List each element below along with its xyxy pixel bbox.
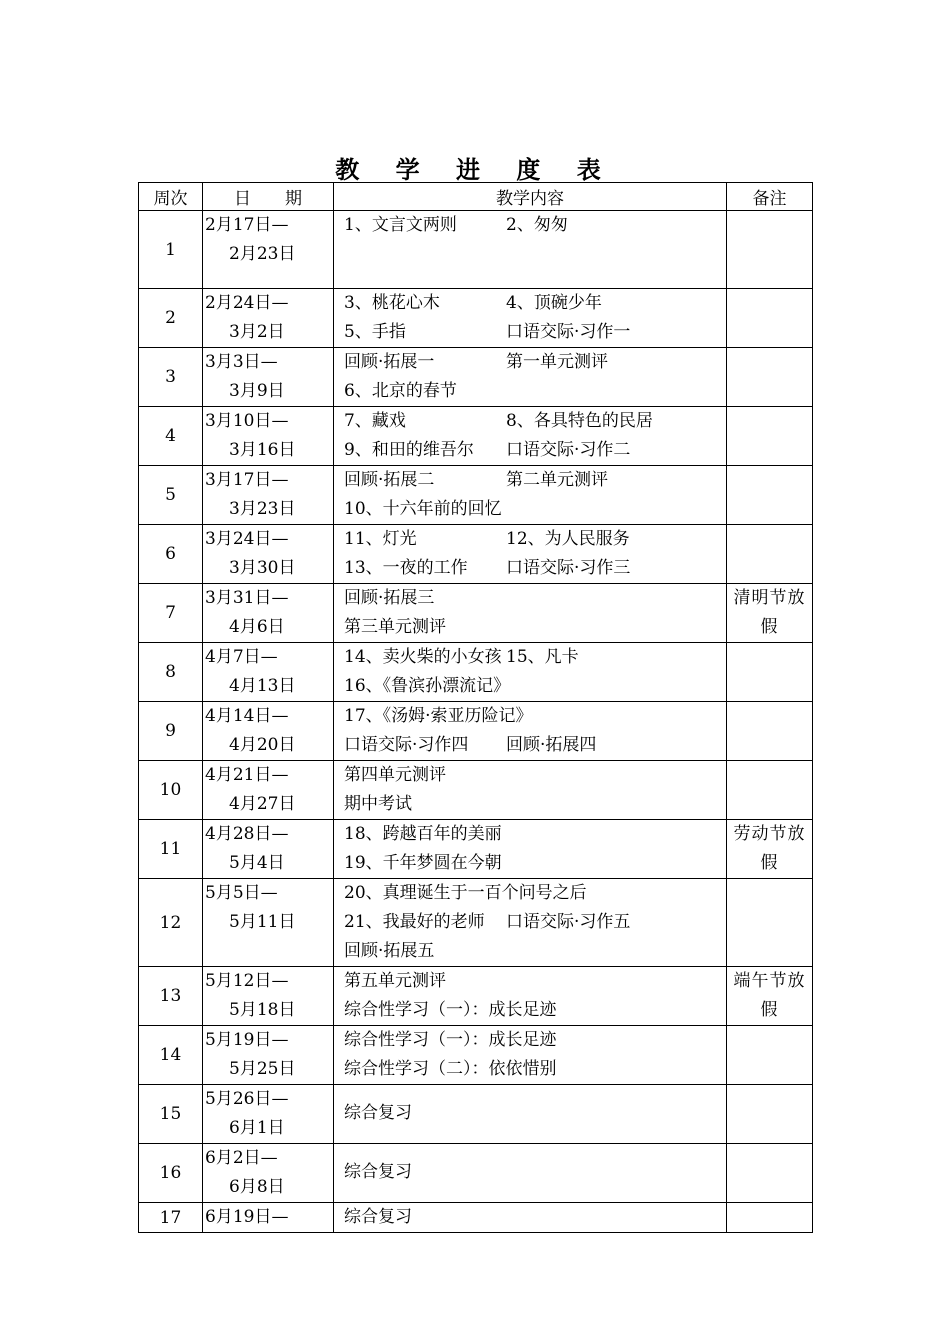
date-cell [203, 702, 334, 761]
date-end: 4月27日 [229, 794, 296, 814]
week-cell: 16 [139, 1144, 203, 1203]
content-cell [334, 1026, 727, 1085]
content-cell [334, 879, 727, 967]
content-line [334, 211, 726, 240]
content-cell [334, 466, 727, 525]
content-cell [334, 289, 727, 348]
lesson-item: 10、十六年前的回忆 [344, 499, 502, 519]
content-line [334, 643, 726, 672]
date-cell [203, 643, 334, 702]
lesson-item: 综合性学习（一）：成长足迹 [344, 1000, 557, 1020]
content-line [334, 407, 726, 436]
date-cell [203, 211, 334, 289]
content-line [334, 820, 726, 849]
date-cell [203, 525, 334, 584]
content-line [334, 495, 726, 524]
content-cell [334, 702, 727, 761]
lesson-item: 回顾·拓展五 [344, 941, 435, 961]
lesson-item: 回顾·拓展一 [344, 352, 435, 372]
date-cell [203, 466, 334, 525]
content-line [334, 937, 726, 966]
content-line [334, 525, 726, 554]
content-cell [334, 1085, 727, 1144]
note-cell [727, 879, 813, 967]
note-text: 端午节放 [733, 971, 806, 991]
lesson-item: 17、《汤姆·索亚历险记》 [344, 706, 533, 726]
lesson-item: 11、灯光 [344, 529, 417, 549]
note-cell [727, 584, 813, 643]
date-end: 2月23日 [229, 244, 296, 264]
content-cell [334, 584, 727, 643]
table-row [139, 643, 813, 702]
lesson-item: 9、和田的维吾尔 [344, 440, 474, 460]
content-line [334, 289, 726, 318]
lesson-item: 综合性学习（一）：成长足迹 [344, 1030, 557, 1050]
lesson-item: 综合性学习（二）：依依惜别 [344, 1059, 557, 1079]
lesson-item: 14、卖火柴的小女孩 [344, 647, 502, 667]
lesson-item: 第二单元测评 [506, 470, 608, 490]
lesson-item: 5、手指 [344, 322, 406, 342]
note-cell [727, 1203, 813, 1233]
week-cell: 1 [139, 211, 203, 289]
lesson-item: 4、顶碗少年 [506, 293, 602, 313]
lesson-item: 口语交际·习作二 [506, 440, 631, 460]
schedule-table [138, 182, 813, 1233]
date-start: 6月19日— [205, 1207, 289, 1227]
date-start: 4月7日— [205, 647, 278, 667]
lesson-item: 综合复习 [344, 1207, 412, 1227]
note-cell [727, 967, 813, 1026]
content-line [334, 879, 726, 908]
content-line [334, 1203, 726, 1232]
content-cell [334, 761, 727, 820]
content-cell [334, 643, 727, 702]
lesson-item: 第四单元测评 [344, 765, 446, 785]
content-line [334, 672, 726, 701]
lesson-item: 1、文言文两则 [344, 215, 457, 235]
note-cell [727, 820, 813, 879]
lesson-item: 20、真理诞生于一百个问号之后 [344, 883, 587, 903]
week-cell: 6 [139, 525, 203, 584]
content-cell [334, 525, 727, 584]
lesson-item: 回顾·拓展三 [344, 588, 435, 608]
content-line [334, 1099, 726, 1128]
content-line [334, 1026, 726, 1055]
lesson-item: 19、千年梦圆在今朝 [344, 853, 502, 873]
date-end: 3月30日 [229, 558, 296, 578]
lesson-item: 期中考试 [344, 794, 412, 814]
week-cell: 4 [139, 407, 203, 466]
table-row [139, 702, 813, 761]
date-cell [203, 1085, 334, 1144]
week-cell: 8 [139, 643, 203, 702]
date-cell [203, 879, 334, 967]
date-cell [203, 289, 334, 348]
note-cell [727, 1026, 813, 1085]
date-cell [203, 967, 334, 1026]
date-start: 2月24日— [205, 293, 289, 313]
week-cell: 2 [139, 289, 203, 348]
date-end: 3月23日 [229, 499, 296, 519]
table-row [139, 348, 813, 407]
table-row [139, 1144, 813, 1203]
content-line [334, 584, 726, 613]
date-end: 6月8日 [229, 1177, 285, 1197]
date-start: 3月3日— [205, 352, 278, 372]
table-row [139, 1085, 813, 1144]
date-cell [203, 761, 334, 820]
date-start: 4月28日— [205, 824, 289, 844]
lesson-item: 第三单元测评 [344, 617, 446, 637]
date-cell [203, 1203, 334, 1233]
date-cell [203, 1144, 334, 1203]
week-cell: 17 [139, 1203, 203, 1233]
table-row [139, 407, 813, 466]
lesson-item: 15、凡卡 [506, 647, 579, 667]
lesson-item: 21、我最好的老师 [344, 912, 485, 932]
lesson-item: 8、各具特色的民居 [506, 411, 653, 431]
lesson-item: 7、藏戏 [344, 411, 406, 431]
content-line [334, 1055, 726, 1084]
note-text: 劳动节放 [733, 824, 806, 844]
date-cell [203, 348, 334, 407]
table-row [139, 761, 813, 820]
content-cell [334, 348, 727, 407]
date-start: 5月5日— [205, 883, 278, 903]
date-cell [203, 584, 334, 643]
note-cell [727, 525, 813, 584]
lesson-item: 口语交际·习作四 [344, 735, 469, 755]
date-start: 3月24日— [205, 529, 289, 549]
header-content: 教学内容 [334, 183, 727, 211]
lesson-item: 回顾·拓展四 [506, 735, 597, 755]
note-cell [727, 643, 813, 702]
lesson-item: 12、为人民服务 [506, 529, 630, 549]
note-text: 假 [760, 617, 779, 637]
content-line [334, 908, 726, 937]
note-text: 假 [760, 1000, 779, 1020]
date-start: 5月19日— [205, 1030, 289, 1050]
note-cell [727, 348, 813, 407]
lesson-item: 综合复习 [344, 1103, 412, 1123]
date-start: 4月14日— [205, 706, 289, 726]
lesson-item: 回顾·拓展二 [344, 470, 435, 490]
content-cell [334, 1144, 727, 1203]
date-end: 3月16日 [229, 440, 296, 460]
week-cell: 5 [139, 466, 203, 525]
date-end: 5月25日 [229, 1059, 296, 1079]
date-end: 3月9日 [229, 381, 285, 401]
lesson-item: 3、桃花心木 [344, 293, 440, 313]
week-cell: 12 [139, 879, 203, 967]
week-cell: 15 [139, 1085, 203, 1144]
header-note: 备注 [727, 183, 813, 211]
date-start: 5月26日— [205, 1089, 289, 1109]
date-end: 4月20日 [229, 735, 296, 755]
table-row [139, 289, 813, 348]
week-cell: 3 [139, 348, 203, 407]
note-cell [727, 702, 813, 761]
date-end: 5月4日 [229, 853, 285, 873]
lesson-item: 6、北京的春节 [344, 381, 457, 401]
content-line [334, 702, 726, 731]
table-row [139, 525, 813, 584]
week-cell: 11 [139, 820, 203, 879]
note-cell [727, 1144, 813, 1203]
table-row [139, 584, 813, 643]
content-line [334, 318, 726, 347]
table-row [139, 820, 813, 879]
lesson-item: 2、匆匆 [506, 215, 568, 235]
week-cell: 7 [139, 584, 203, 643]
content-line [334, 1158, 726, 1187]
content-line [334, 377, 726, 406]
week-cell: 10 [139, 761, 203, 820]
table-row [139, 466, 813, 525]
lesson-item: 综合复习 [344, 1162, 412, 1182]
content-cell [334, 1203, 727, 1233]
date-start: 6月2日— [205, 1148, 278, 1168]
week-cell: 9 [139, 702, 203, 761]
content-line [334, 996, 726, 1025]
note-cell [727, 761, 813, 820]
date-end: 3月2日 [229, 322, 285, 342]
lesson-item: 18、跨越百年的美丽 [344, 824, 502, 844]
lesson-item: 13、一夜的工作 [344, 558, 468, 578]
lesson-item: 第五单元测评 [344, 971, 446, 991]
date-end: 5月11日 [229, 912, 296, 932]
note-cell [727, 466, 813, 525]
table-row [139, 879, 813, 967]
date-start: 4月21日— [205, 765, 289, 785]
lesson-item: 口语交际·习作三 [506, 558, 631, 578]
week-cell: 14 [139, 1026, 203, 1085]
date-start: 3月31日— [205, 588, 289, 608]
table-row [139, 967, 813, 1026]
note-cell [727, 407, 813, 466]
note-cell [727, 211, 813, 289]
date-end: 4月13日 [229, 676, 296, 696]
week-cell: 13 [139, 967, 203, 1026]
date-start: 2月17日— [205, 215, 289, 235]
date-cell [203, 1026, 334, 1085]
header-week: 周次 [139, 183, 203, 211]
content-line [334, 849, 726, 878]
content-cell [334, 967, 727, 1026]
content-cell [334, 820, 727, 879]
content-line [334, 348, 726, 377]
date-start: 5月12日— [205, 971, 289, 991]
date-start: 3月17日— [205, 470, 289, 490]
content-line [334, 790, 726, 819]
content-cell [334, 407, 727, 466]
content-line [334, 731, 726, 760]
note-text: 假 [760, 853, 779, 873]
date-cell [203, 407, 334, 466]
schedule-body [139, 211, 813, 1233]
note-text: 清明节放 [733, 588, 806, 608]
table-row [139, 211, 813, 289]
content-line [334, 761, 726, 790]
content-line [334, 554, 726, 583]
content-line [334, 436, 726, 465]
date-end: 4月6日 [229, 617, 285, 637]
note-cell [727, 289, 813, 348]
date-start: 3月10日— [205, 411, 289, 431]
table-row [139, 1203, 813, 1233]
date-end: 5月18日 [229, 1000, 296, 1020]
content-line [334, 613, 726, 642]
lesson-item: 16、《鲁滨孙漂流记》 [344, 676, 511, 696]
date-cell [203, 820, 334, 879]
header-row [139, 183, 813, 211]
header-date: 日 期 [203, 183, 334, 211]
content-line [334, 967, 726, 996]
page-title: 教 学 进 度 表 [335, 155, 615, 184]
lesson-item: 口语交际·习作一 [506, 322, 631, 342]
content-cell [334, 211, 727, 289]
lesson-item: 第一单元测评 [506, 352, 608, 372]
table-row [139, 1026, 813, 1085]
lesson-item: 口语交际·习作五 [506, 912, 631, 932]
note-cell [727, 1085, 813, 1144]
date-end: 6月1日 [229, 1118, 285, 1138]
content-line [334, 466, 726, 495]
